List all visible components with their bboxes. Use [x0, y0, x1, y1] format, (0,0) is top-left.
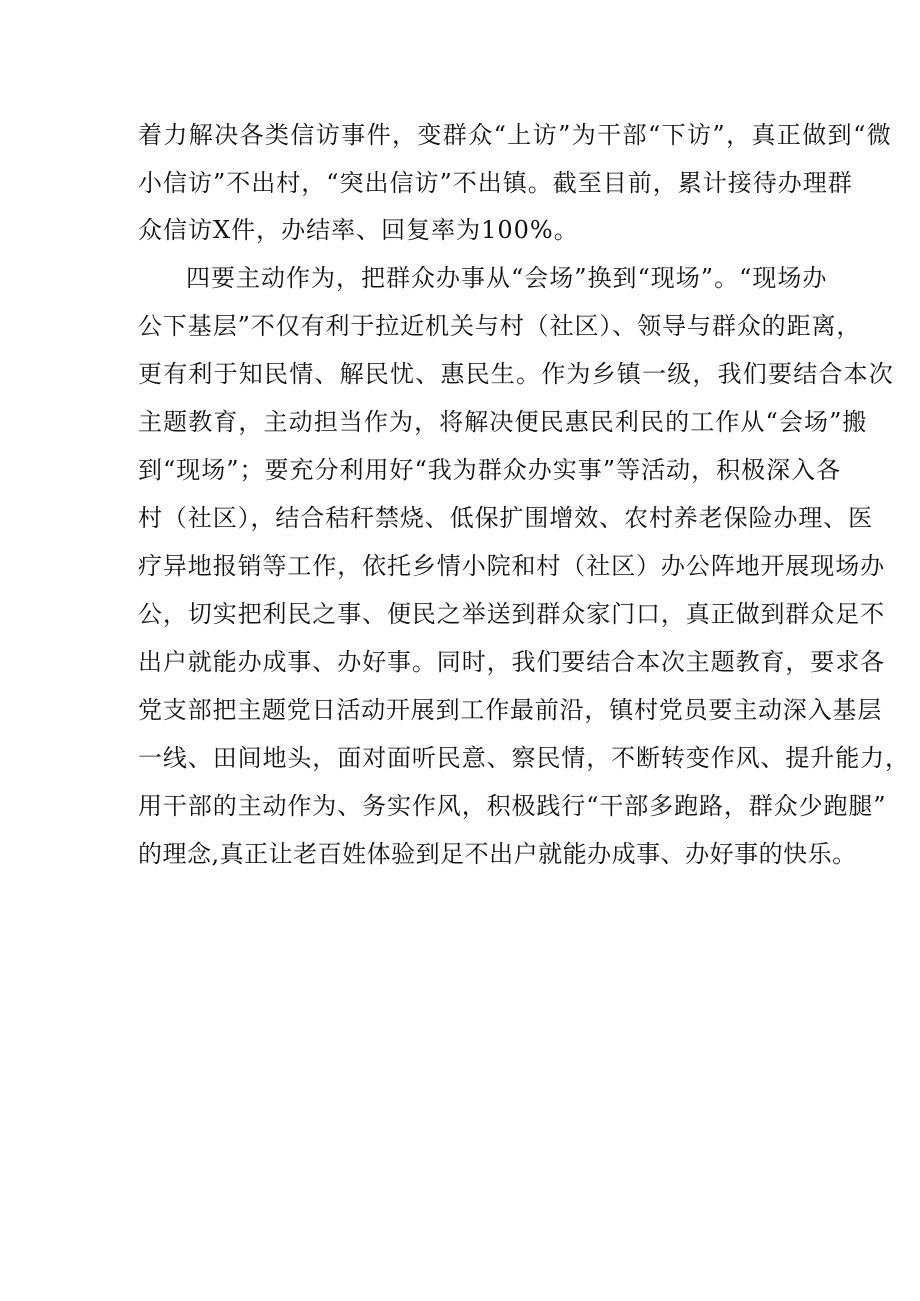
paragraph-line: 出户就能办成事、办好事。同时，我们要结合本次主题教育，要求各	[138, 648, 885, 676]
paragraph-line: 小信访”不出村，“突出信访”不出镇。截至目前，累计接待办理群	[138, 169, 853, 197]
paragraph-first-line: 四要主动作为，把群众办事从“会场”换到“现场”。“现场办	[186, 264, 828, 292]
paragraph-line: 党支部把主题党日活动开展到工作最前沿，镇村党员要主动深入基层	[138, 696, 882, 724]
paragraph-line: 着力解决各类信访事件，变群众“上访”为干部“下访”，真正做到“微	[138, 121, 893, 149]
paragraph-line: 疗异地报销等工作，依托乡情小院和村（社区）办公阵地开展现场办	[138, 552, 885, 580]
paragraph-line: 用干部的主动作为、务实作风，积极践行“干部多跑路，群众少跑腿”	[138, 792, 887, 820]
paragraph-line: 公下基层”不仅有利于拉近机关与村（社区）、领导与群众的距离，	[138, 312, 862, 340]
paragraph-line: 到“现场”；要充分利用好“我为群众办实事”等活动，积极深入各	[138, 456, 842, 484]
paragraph-line: 主题教育，主动担当作为，将解决便民惠民利民的工作从“会场”搬	[138, 408, 868, 436]
paragraph-line: 的理念,真正让老百姓体验到足不出户就能办成事、办好事的快乐。	[138, 840, 857, 868]
paragraph-line: 一线、田间地头，面对面听民意、察民情，不断转变作风、提升能力，	[138, 744, 910, 772]
paragraph-line: 公，切实把利民之事、便民之举送到群众家门口，真正做到群众足不	[138, 600, 885, 628]
paragraph-line: 更有利于知民情、解民忧、惠民生。作为乡镇一级，我们要结合本次	[138, 360, 894, 388]
paragraph-line: 众信访X件，办结率、回复率为100%。	[138, 216, 579, 244]
paragraph-line: 村（社区），结合秸秆禁烧、低保扩围增效、农村养老保险办理、医	[138, 504, 873, 532]
